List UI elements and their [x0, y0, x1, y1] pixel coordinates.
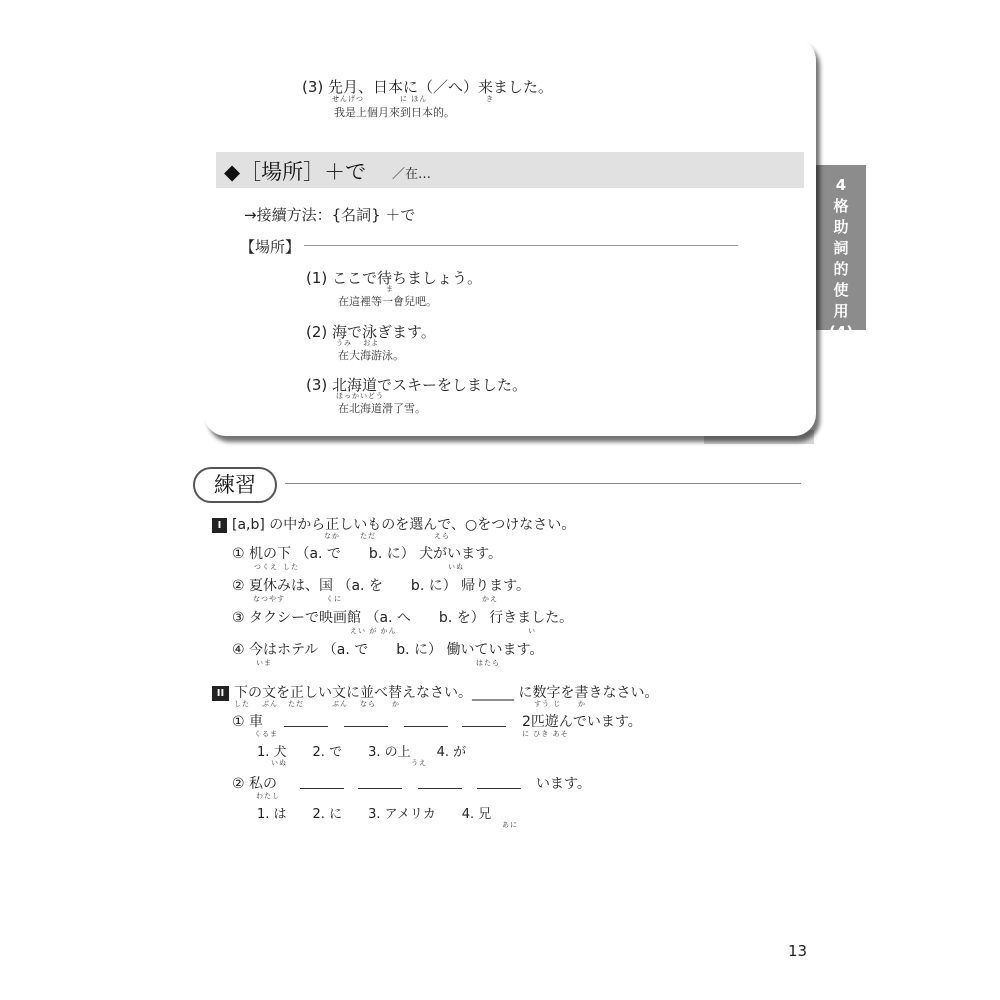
ruby-text: ただ: [360, 532, 376, 540]
translation: 在這裡等一會兒吧。: [338, 295, 437, 308]
ruby-text: ぶん: [262, 700, 278, 708]
answer-blank[interactable]: [284, 726, 328, 727]
ruby-text: いま: [256, 659, 272, 667]
exercise-item: ② 夏休みは、国 （a. を b. に） 帰ります。: [232, 578, 531, 594]
reorder-choices: 1. は 2. に 3. アメリカ 4. 兄: [257, 807, 492, 822]
reorder-question-start: ② 私の: [232, 776, 278, 792]
section-label: 【場所】: [240, 238, 301, 256]
ruby-text: なつやす: [253, 595, 285, 603]
example-sentence: (3) 先月、日本に（／へ）来ました。: [302, 78, 554, 96]
example-sentence: (3) 北海道でスキーをしました。: [306, 376, 528, 394]
ruby-text: なら: [360, 700, 376, 708]
ruby-text: せんげつ: [332, 95, 364, 103]
chapter-side-tab: [816, 165, 866, 341]
ruby-text: うみ およ: [336, 339, 380, 347]
page-number: 13: [788, 942, 808, 960]
ruby-text: ただ: [288, 700, 304, 708]
tab-char: 格: [833, 197, 849, 215]
ruby-text: くに: [326, 595, 342, 603]
answer-blank[interactable]: [477, 788, 521, 789]
reorder-question-start: ① 車: [232, 714, 264, 730]
ruby-text: ほっかいどう: [336, 392, 384, 400]
exercise-item: ③ タクシーで映画館 （a. へ b. を） 行きました。: [232, 610, 574, 626]
ruby-text: うえ: [411, 759, 427, 767]
tab-char: 詞: [833, 239, 849, 257]
answer-blank[interactable]: [462, 726, 506, 727]
tab-char: 助: [833, 218, 849, 236]
grammar-heading: ◆［場所］＋で: [224, 160, 367, 184]
roman-numeral-mark: II: [212, 686, 229, 701]
answer-blank[interactable]: [404, 726, 448, 727]
reorder-question-end: います。: [536, 776, 591, 792]
reorder-choices: 1. 犬 2. で 3. の上 4. が: [257, 745, 467, 760]
grammar-card: [204, 38, 816, 436]
ruby-text: わたし: [256, 792, 280, 800]
ruby-text: か: [578, 700, 586, 708]
translation: 在大海游泳。: [338, 349, 404, 362]
divider: [304, 245, 738, 246]
part2-instruction: [212, 682, 658, 702]
divider: [285, 483, 801, 484]
translation: 在北海道滑了雪。: [338, 402, 426, 415]
ruby-text: ま: [386, 285, 394, 293]
ruby-text: くるま: [254, 730, 278, 738]
ruby-text: か: [392, 700, 400, 708]
reorder-question-end: 2匹遊んでいます。: [522, 714, 642, 730]
ruby-text: に ほん: [400, 95, 428, 103]
ruby-text: すう じ: [534, 700, 562, 708]
exercise-item: ① 机の下 （a. で b. に） 犬がいます。: [232, 546, 503, 562]
example-sentence: (2) 海で泳ぎます。: [306, 323, 436, 341]
ruby-text: なか: [324, 532, 340, 540]
tab-char: 4: [835, 176, 847, 194]
roman-numeral-mark: I: [212, 518, 227, 533]
instruction-text: 下の文を正しい文に並べ替えなさい。______ に数字を書きなさい。: [234, 685, 659, 701]
connection-method: →接續方法：{名詞} ＋で: [244, 206, 416, 224]
answer-blank[interactable]: [300, 788, 344, 789]
ruby-text: えら: [434, 532, 450, 540]
answer-blank[interactable]: [358, 788, 402, 789]
answer-blank[interactable]: [418, 788, 462, 789]
ruby-text: あに: [502, 821, 518, 829]
exercise-item: ④ 今はホテル （a. で b. に） 働いています。: [232, 642, 544, 658]
ruby-text: いぬ: [271, 759, 287, 767]
grammar-heading-band: [216, 152, 804, 188]
tab-char: 使: [833, 281, 849, 299]
ruby-text: はたら: [476, 659, 500, 667]
ruby-text: えい が かん: [350, 627, 397, 635]
answer-blank[interactable]: [344, 726, 388, 727]
tab-char: 的: [833, 260, 849, 278]
ruby-text: かえ: [482, 595, 498, 603]
example-sentence: (1) ここで待ちましょう。: [306, 269, 483, 287]
ruby-text: いぬ: [448, 563, 464, 571]
ruby-text: した: [283, 563, 299, 571]
ruby-text: い: [528, 627, 536, 635]
instruction-text: [a,b] の中から正しいものを選んで、○をつけなさい。: [232, 517, 576, 533]
ruby-text: ぶん: [332, 700, 348, 708]
practice-badge: 練習: [193, 467, 277, 503]
ruby-text: き: [486, 95, 494, 103]
ruby-text: つくえ: [254, 563, 278, 571]
grammar-meaning: ／在…: [392, 167, 432, 182]
ruby-text: に ひき あそ: [522, 730, 569, 738]
translation: 我是上個月來到日本的。: [334, 106, 455, 119]
part1-instruction: [212, 514, 575, 534]
tab-char: (4): [828, 323, 854, 341]
tab-char: 用: [833, 302, 849, 320]
ruby-text: した: [234, 700, 250, 708]
